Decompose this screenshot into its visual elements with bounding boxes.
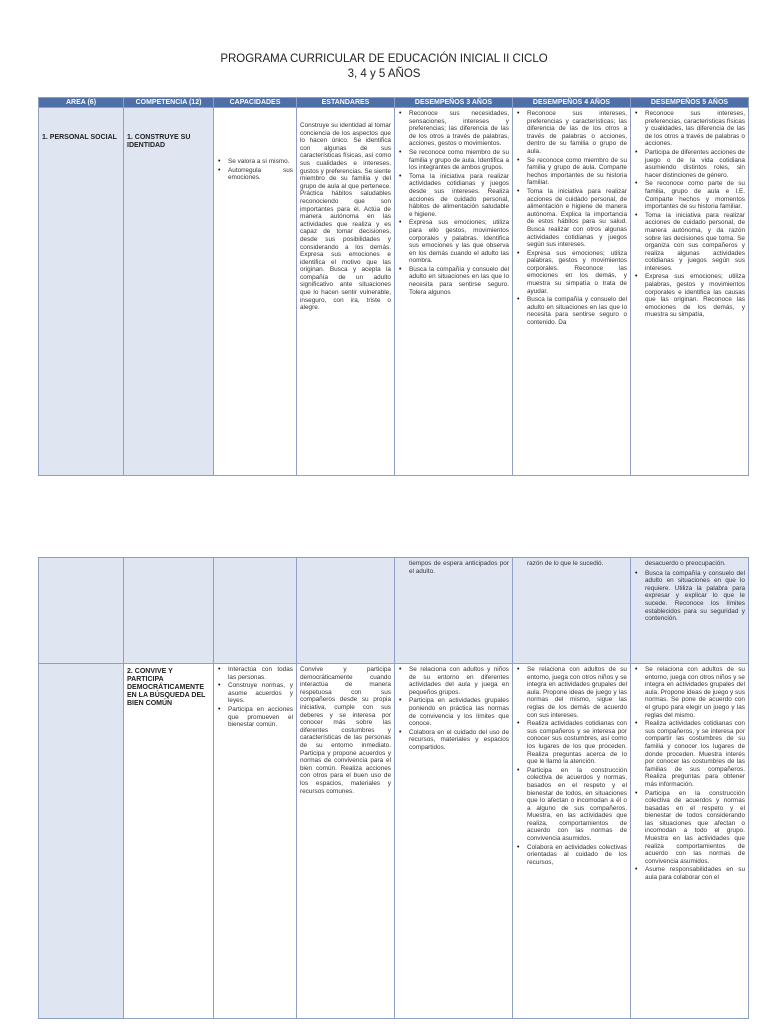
area-cell xyxy=(39,108,124,476)
desempenos-3-cell xyxy=(395,664,513,1019)
list-item: • Colabora en actividades colectivas orientadas al cuidado de los recursos, xyxy=(527,844,627,867)
area-cell xyxy=(39,558,124,664)
list-item: • Busca la compañía y consuelo del adulto en situaciones en las que lo necesita para sentirse seguro o contenido. Da xyxy=(527,296,627,326)
estandar-text: Convive y participa democráticamente cuando interactúa de manera respetuosa con sus compañeros desde su propia iniciativa, cumple con sus deberes y se interesa por conocer más sobre las diferentes costumbres y características de las personas de su entorno inmediato. Participa y propone acuerdos y normas de convivencia para el bien común. Realiza acciones con otros para el buen uso de los espacios, materiales y recursos comunes. xyxy=(300,666,391,795)
desempenos-4-continued: razón de lo que le sucedió. xyxy=(527,560,604,567)
capacidades-cell xyxy=(214,108,297,476)
desempenos-3-continued: tiempos de espera anticipados por el adulto. xyxy=(409,560,509,575)
list-item: • Se relaciona con adultos y niños de su entorno en diferentes actividades del aula y juega en pequeños grupos. xyxy=(409,666,509,696)
header-estandares: ESTANDARES xyxy=(297,98,395,108)
competencia-label: 1. CONSTRUYE SU IDENTIDAD xyxy=(127,134,191,149)
desempenos-3-list xyxy=(395,664,512,752)
list-item: • Participa en acciones que promueven el bienestar común. xyxy=(228,706,293,729)
list-item: • Participa en la construcción colectiva de acuerdos y normas, basados en el respeto y el bienestar de todos, en situaciones que lo afectan o incomodan a él o a alguno de sus compañeros. Muestra, en las actividades que realiza, comportamientos de acuerdo con las normas de convivencia asumidos. xyxy=(527,767,627,843)
table-row xyxy=(39,558,749,664)
list-item: • Toma la iniciativa para realizar actividades cotidianas y juegos desde sus intereses. Realiza acciones de cuidado personal, hábitos de alimentación saludable e higiene. xyxy=(409,173,509,219)
list-item: • Se relaciona con adultos de su entorno, juega con otros niños y se integra en actividades grupales del aula. Propone ideas de juego y sus normas. Se pone de acuerdo con el grupo para elegir un juego y las reglas del mismo. xyxy=(645,666,745,719)
list-item: • Expresa sus emociones; utiliza palabras, gestos y movimientos corporales e identifica las causas que las originan. Reconoce las emociones de los demás, y muestra su simpatía, xyxy=(645,273,745,319)
list-item: • Expresa sus emociones; utiliza palabras, gestos y movimientos corporales. Reconoce las emociones en los demás, y muestra su simpatía o trata de ayudar. xyxy=(527,250,627,296)
list-item: • Busca la compañía y consuelo del adulto en situaciones en que lo requiere. Utiliza la palabra para expresar y explicar lo que le sucede. Reconoce los límites establecidos para su seguridad y contención. xyxy=(645,570,745,623)
list-item: • Se reconoce como miembro de su familia y grupo de aula. Comparte hechos importantes de su historia familiar. xyxy=(527,157,627,187)
desempenos-5-list xyxy=(631,108,748,319)
desempenos-5-continued: desacuerdo o preocupación. xyxy=(645,560,726,567)
desempenos-4-cell xyxy=(513,664,631,1019)
competencia-cell xyxy=(124,558,214,664)
desempenos-3-cell xyxy=(395,558,513,664)
header-capacidades: CAPACIDADES xyxy=(214,98,297,108)
list-item: • Busca la compañía y consuelo del adulto en situaciones en las que lo necesita para sentirse seguro. Tolera algunos xyxy=(409,266,509,296)
capacidades-list xyxy=(214,664,296,729)
estandar-cell xyxy=(297,558,395,664)
desempenos-5-list xyxy=(631,570,748,623)
list-item: • Participa en actividades grupales poniendo en práctica las normas de convivencia y los límites que conoce. xyxy=(409,697,509,727)
list-item: • Se relaciona con adultos de su entorno, juega con otros niños y se integra en actividades grupales del aula. Propone ideas de juego y las normas del mismo, sigue las reglas de los demás de acuerdo con sus intereses. xyxy=(527,666,627,719)
competencia-cell xyxy=(124,664,214,1019)
list-item: • Participa en la construcción colectiva de acuerdos y normas basadas en el respeto y el bienestar de todos considerando las situaciones que afectan o incomodan a todo el grupo. Muestra en las actividades que realiza comportamientos de acuerdo con las normas de convivencia asumidos. xyxy=(645,790,745,866)
list-item: • Colabora en el cuidado del uso de recursos, materiales y espacios compartidos. xyxy=(409,729,509,752)
list-item: • Se valora a sí mismo. xyxy=(228,158,293,166)
desempenos-5-cell xyxy=(631,558,749,664)
estandar-text: Construye su identidad al tomar conciencia de los aspectos que lo hacen único. Se identifica con algunas de sus características físicas, así como sus cualidades e intereses, gustos y preferencias. Se siente miembro de su familia y del grupo de aula al que pertenece. Práctica hábitos saludables reconociendo que son importantes para él. Actúa de manera autónoma en las actividades que realiza y es capaz de tomar decisiones, desde sus posibilidades y considerando a los demás. Expresa sus emociones e identifica el motivo que las originan. Busca y acepta la compañía de un adulto significativo ante situaciones que lo hacen sentir vulnerable, inseguro, con ira, triste o alegre. xyxy=(300,122,391,312)
title-line-2: 3, 4 y 5 AÑOS xyxy=(347,68,421,80)
desempenos-5-cell xyxy=(631,664,749,1019)
desempenos-4-cell xyxy=(513,108,631,476)
curriculum-table-page-1 xyxy=(38,97,749,476)
list-item: • Toma la iniciativa para realizar acciones de cuidado personal, de alimentación e higiene de manera autónoma. Explica la importancia de estos hábitos para su salud. Busca realizar con otros algunas actividades cotidianas y juegos según sus intereses. xyxy=(527,188,627,249)
list-item: • Realiza actividades cotidianas con sus compañeros, y se interesa por compartir las costumbres de su familia y conocer los lugares de donde proceden. Muestra interés por conocer las costumbres de las familias de sus compañeros. Realiza preguntas para obtener más información. xyxy=(645,720,745,788)
list-item: • Reconoce sus necesidades, sensaciones, intereses y preferencias; las diferencia de las de los otros a través de palabras, acciones, gestos o movimientos. xyxy=(409,110,509,148)
desempenos-4-cell xyxy=(513,558,631,664)
desempenos-3-cell xyxy=(395,108,513,476)
list-item: • Participa de diferentes acciones de juego o de la vida cotidiana asumiendo distintos roles, sin hacer distinciones de género. xyxy=(645,149,745,179)
list-item: • Se reconoce como miembro de su familia y grupo de aula. Identifica a los integrantes de ambos grupos. xyxy=(409,149,509,172)
list-item: • Reconoce sus intereses, preferencias y características; las diferencia de las de los otros a través de palabras o acciones, dentro de su familia o grupo de aula. xyxy=(527,110,627,156)
table-row xyxy=(39,664,749,1019)
capacidades-cell xyxy=(214,558,297,664)
table-row xyxy=(39,108,749,476)
list-item: • Realiza actividades cotidianas con sus compañeros y se interesa por conocer sus costumbres, así como los lugares de los que proceden. Realiza preguntas acerca de lo que le llamó la atención. xyxy=(527,720,627,766)
desempenos-5-list xyxy=(631,664,748,882)
desempenos-4-list xyxy=(513,664,630,866)
list-item: • Se reconoce como parte de su familia, grupo de aula e I.E. Comparte hechos y momentos importantes de su historia familiar. xyxy=(645,180,745,210)
header-desempenos-4: DESEMPEÑOS 4 AÑOS xyxy=(513,98,631,108)
estandar-cell xyxy=(297,664,395,1019)
desempenos-3-list xyxy=(395,108,512,296)
header-competencia: COMPETENCIA (12) xyxy=(124,98,214,108)
area-label: 1. PERSONAL SOCIAL xyxy=(42,134,117,141)
competencia-cell xyxy=(124,108,214,476)
title-line-1: PROGRAMA CURRICULAR DE EDUCACIÓN INICIAL II CICLO xyxy=(220,53,548,65)
list-item: • Interactúa con todas las personas. xyxy=(228,666,293,681)
list-item: • Reconoce sus intereses, preferencias, características físicas y cualidades, las diferencia de las de los otros a través de palabras o acciones. xyxy=(645,110,745,148)
competencia-label: 2. CONVIVE Y PARTICIPA DEMOCRÁTICAMENTE EN LA BÚSQUEDA DEL BIEN COMÚN xyxy=(127,668,206,707)
capacidades-list xyxy=(214,108,296,182)
list-item: • Asume responsabilidades en su aula para colaborar con el xyxy=(645,866,745,881)
area-cell xyxy=(39,664,124,1019)
estandar-cell xyxy=(297,108,395,476)
list-item: • Autorregula sus emociones. xyxy=(228,167,293,182)
header-area: AREA (6) xyxy=(39,98,124,108)
header-desempenos-3: DESEMPEÑOS 3 AÑOS xyxy=(395,98,513,108)
header-desempenos-5: DESEMPEÑOS 5 AÑOS xyxy=(631,98,749,108)
table-header-row xyxy=(39,98,749,108)
list-item: • Toma la iniciativa para realizar acciones de cuidado personal, de manera autónoma, y da razón sobre las decisiones que toma. Se organiza con sus compañeros y realiza algunas actividades cotidianas y juegos según sus intereses. xyxy=(645,212,745,273)
document-title xyxy=(0,52,768,82)
list-item: • Construye normas, y asume acuerdos y leyes. xyxy=(228,682,293,705)
desempenos-4-list xyxy=(513,108,630,327)
desempenos-5-cell xyxy=(631,108,749,476)
list-item: • Expresa sus emociones; utiliza para ello gestos, movimientos corporales y palabras. Identifica sus emociones y las que observa en los demás cuando el adulto las nombra. xyxy=(409,219,509,265)
curriculum-table-page-2 xyxy=(38,557,749,1019)
capacidades-cell xyxy=(214,664,297,1019)
